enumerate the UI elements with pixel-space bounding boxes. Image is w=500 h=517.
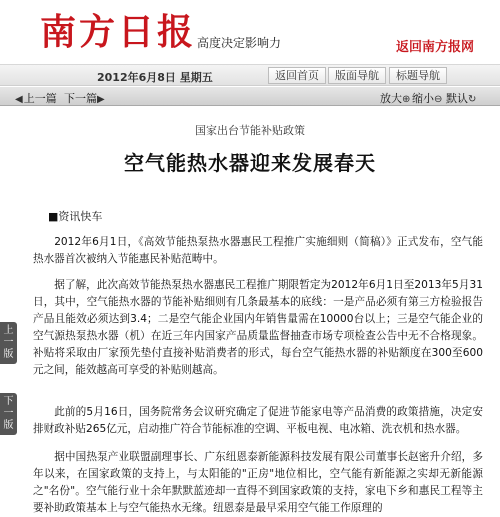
section-label: ■资讯快车 bbox=[48, 210, 103, 223]
issue-date: 2012年6月8日 星期五 bbox=[97, 71, 213, 84]
article-pre-title: 国家出台节能补贴政策 bbox=[195, 124, 305, 137]
article-title: 空气能热水器迎来发展春天 bbox=[124, 151, 376, 175]
title-nav-button[interactable]: 标题导航 bbox=[389, 67, 447, 84]
article-area bbox=[0, 107, 500, 514]
site-header bbox=[0, 0, 500, 64]
refresh-icon: ↻ bbox=[468, 94, 477, 105]
back-to-site-link[interactable]: 返回南方报网 bbox=[396, 40, 475, 55]
arrow-right-icon: ▶ bbox=[97, 94, 105, 105]
page-nav-button[interactable]: 版面导航 bbox=[328, 67, 386, 84]
article-paragraph: 据了解，此次高效节能热泵热水器惠民工程推广期限暂定为2012年6月1日至2013年5月31日，其中，空气能热水器的节能补贴细则有几条最基本的底线：一是产品必须有第三方检验报告产品且能效必须达到3.4；二是空气能企业国内年销售量需在10000台以上；三是空气能企业的空气源热泵热水器（机）在近三年内国家产品质量监督抽查市场专项检查公告中无不合格现象。补贴将采取由厂家预先垫付直接补贴消费者的形式，每台空气能热水器的补贴额度在300至600元之间，能效越高可享受的补贴则越高。 bbox=[33, 279, 483, 376]
nav-bar bbox=[0, 64, 500, 86]
arrow-left-icon: ◀ bbox=[15, 94, 23, 105]
newspaper-logo[interactable]: 南方日报 bbox=[40, 11, 197, 53]
home-button[interactable]: 返回首页 bbox=[268, 67, 326, 84]
next-article-button[interactable]: 下一篇▶ bbox=[64, 92, 105, 105]
zoom-out-icon: ⊖ bbox=[434, 94, 443, 105]
prev-article-button[interactable]: ◀上一篇 bbox=[15, 92, 57, 105]
default-size-button[interactable]: 默认↻ bbox=[446, 92, 477, 105]
slogan: 高度决定影响力 bbox=[197, 36, 282, 50]
reader-toolbar bbox=[0, 87, 500, 106]
zoom-in-icon: ⊕ bbox=[402, 94, 411, 105]
article-paragraph: 据中国热泵产业联盟副理事长、广东纽恩泰新能源科技发展有限公司董事长赵密升介绍，多年以来，在国家政策的支持上，与太阳能的"正房"地位相比，空气能有新能源之实却无新能源之"名份"。空气能行业十余年默默蓝迹却一直得不到国家政策的支持，家电下乡和惠民工程等主要补助政策基本上与空气能热水无缘。纽恩泰是最早采用空气能工作原理的 bbox=[33, 451, 483, 514]
article-paragraph: 2012年6月1日，《高效节能热泵热水器惠民工程推广实施细则（简稿）》正式发布，空气能热水器首次被纳入节能惠民补贴范畴中。 bbox=[33, 236, 483, 265]
zoom-out-button[interactable]: 缩小⊖ bbox=[412, 92, 443, 105]
article-paragraph: 此前的5月16日，国务院常务会议研究确定了促进节能家电等产品消费的政策措施，决定安排财政补贴265亿元，启动推广符合节能标准的空调、平板电视、电冰箱、洗衣机和热水器。 bbox=[33, 406, 483, 435]
prev-page-tab[interactable]: 上一版 bbox=[0, 322, 17, 364]
next-page-tab[interactable]: 下一版 bbox=[0, 393, 17, 435]
zoom-in-button[interactable]: 放大⊕ bbox=[380, 92, 411, 105]
